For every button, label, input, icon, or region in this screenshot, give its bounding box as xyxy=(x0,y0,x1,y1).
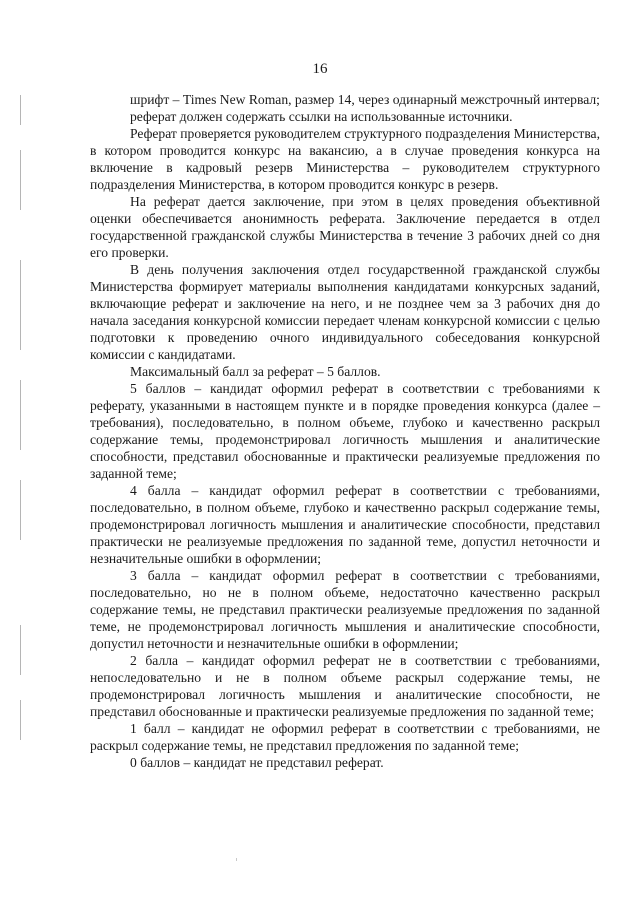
paragraph-score-5: 5 баллов – кандидат оформил реферат в соответствии с требованиями к реферату, указанными в настоящем пункте и в порядке проведения конкурса (далее – требования), последовательно, в полном объеме, глубоко и качественно раскрыл содержание темы, продемонстрировал логичность мышления и аналитические способности, представил обоснованные и практически реализуемые предложения по заданной теме; xyxy=(90,381,600,481)
paragraph-max-score: Максимальный балл за реферат – 5 баллов. xyxy=(130,364,381,379)
paragraph-score-0: 0 баллов – кандидат не представил реферат. xyxy=(130,755,384,770)
paragraph-score-3: 3 балла – кандидат оформил реферат в соответствии с требованиями, последовательно, но не в полном объеме, недостаточно качественно раскрыл содержание темы, не представил практически реализуемые предложения по заданной теме, не продемонстрировал логичность мышления и аналитические способности, допустил неточности и незначительные ошибки в оформлении; xyxy=(90,568,600,651)
page-number: 16 xyxy=(312,61,328,77)
paragraph-font-requirement: шрифт – Times New Roman, размер 14, через одинарный межстрочный интервал; xyxy=(130,92,600,107)
paragraph-materials: В день получения заключения отдел государственной гражданской службы Министерства формирует материалы выполнения кандидатами конкурсных заданий, включающие реферат и заключение на него, и не позднее чем за 3 рабочих дня до начала заседания конкурсной комиссии передает членам конкурсной комиссии с целью подготовки к проведению очного индивидуального собеседования конкурсной комиссии с кандидатами. xyxy=(90,262,600,362)
paragraph-score-4: 4 балла – кандидат оформил реферат в соответствии с требованиями, последовательно, в полном объеме, глубоко и качественно раскрыл содержание темы, продемонстрировал логичность мышления и аналитические способности, представил практически не реализуемые предложения по заданной теме, допустил неточности и незначительные ошибки в оформлении; xyxy=(90,483,600,566)
paragraph-references-requirement: реферат должен содержать ссылки на использованные источники. xyxy=(130,109,513,124)
paragraph-conclusion: На реферат дается заключение, при этом в целях проведения объективной оценки обеспечивается анонимность реферата. Заключение передается в отдел государственной гражданской службы Министерства в течение 3 рабочих дней со дня его проверки. xyxy=(90,194,600,260)
document-body xyxy=(90,91,600,771)
scan-edge-marks xyxy=(20,0,22,905)
paragraph-score-1: 1 балл – кандидат не оформил реферат в соответствии с требованиями, не раскрыл содержание темы, не представил предложения по заданной теме; xyxy=(90,721,600,753)
scan-artifact xyxy=(236,858,237,861)
paragraph-review: Реферат проверяется руководителем структурного подразделения Министерства, в котором проводится конкурс на вакансию, а в случае проведения конкурса на включение в кадровый резерв Министерства – руководителем структурного подразделения Министерства, в котором проводится конкурс в резерв. xyxy=(90,126,600,192)
paragraph-score-2: 2 балла – кандидат оформил реферат не в соответствии с требованиями, непоследовательно и не в полном объеме раскрыл содержание темы, не продемонстрировал логичность мышления и аналитические способности, не представил обоснованные и практически реализуемые предложения по заданной теме; xyxy=(90,653,600,719)
